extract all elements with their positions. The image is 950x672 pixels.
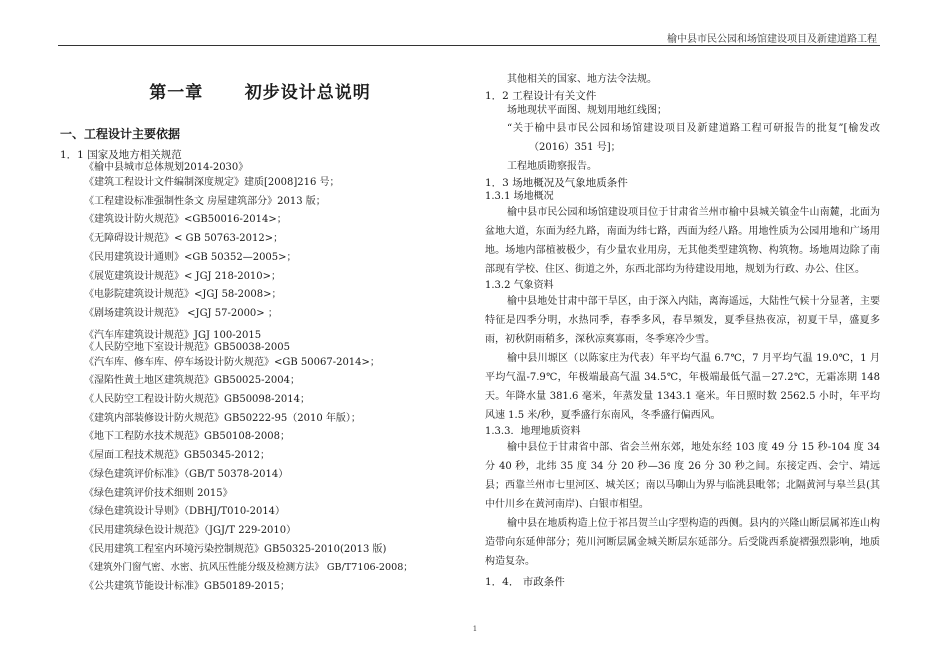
subsubsection-title: 1.3.2 气象资料: [485, 280, 554, 291]
subsubsection-title: 1.3.3．地理地质资料: [485, 426, 581, 437]
paragraph: 榆中县市民公园和场馆建设项目位于甘肃省兰州市榆中县城关镇金牛山南麓，北面为盆地大道，东面为经九路，南面为纬七路，西面为经八路。用地性质为公园用地和广场用地。场地内部植被极少，有少量农业用房，无其他类型建筑物、构筑物。场地周边除了南部现有学校、住区、街道之外，东西北部均为待建设用地，规划为行政、办公、住区。: [485, 207, 880, 275]
paragraph: 榆中县在地质构造上位于祁吕贺兰山字型构造的西侧。县内的兴隆山断层属祁连山构造带向东延伸部分；苑川河断层属金城关断层东延部分。后受陇西系旋褶强烈影响，地质构造复杂。: [485, 518, 880, 567]
subsection-title: 1．2 工程设计有关文件: [485, 90, 597, 102]
paragraph: 榆中县位于甘肃省中部、省会兰州东郊，地处东经 103 度 49 分 15 秒-104 度 34 分 40 秒，北纬 35 度 34 分 20 秒—36 度 26 分 30 秒之间。东接定西、会宁、靖远县；西靠兰州市七里河区、城关区；南以马啣山为界与临洮县毗邻；北隔黄河与皋兰县(其中什川乡在黄河南岸)、白银市相望。: [485, 442, 880, 510]
reference-item: 《湿陷性黄土地区建筑规范》GB50025-2004；: [84, 375, 300, 387]
paragraph: 榆中县地处甘肃中部干旱区，由于深入内陆，离海遥远，大陆性气候十分显著，主要特征是四季分明，水热同季，春季多风，春旱频发，夏季昼热夜凉，初夏干旱，盛夏多雨，初秋阴雨稍多，深秋凉爽寡雨，冬季寒冷少雪。: [485, 296, 880, 345]
reference-item: 《建筑设计防火规范》<GB50016-2014>；: [84, 214, 287, 226]
reference-item: 《建筑外门窗气密、水密、抗风压性能分级及检测方法》 GB/T7106-2008；: [84, 562, 413, 574]
reference-item: 《绿色建筑评价技术细则 2015》: [84, 487, 233, 499]
chapter-number: 第一章: [149, 83, 204, 103]
paragraph: “关于榆中县市民公园和场馆建设项目及新建道路工程可研报告的批复”[榆发改（2016）351 号]；: [507, 123, 880, 153]
reference-item: 《榆中县城市总体规划2014-2030》: [84, 162, 249, 173]
paragraph: 工程地质勘察报告。: [507, 161, 597, 172]
reference-item: 《电影院建筑设计规范》<JGJ 58-2008>；: [84, 289, 282, 301]
paragraph: 其他相关的国家、地方法令法规。: [507, 74, 657, 85]
reference-item: 《民用建筑绿色设计规范》（JGJ/T 229-2010）: [84, 524, 297, 536]
reference-item: 《公共建筑节能设计标准》GB50189-2015；: [84, 581, 290, 593]
reference-item: 《工程建设标准强制性条文 房屋建筑部分》2013 版；: [84, 195, 326, 207]
subsection-title: 1．4． 市政条件: [485, 576, 565, 588]
section-title: 一、工程设计主要依据: [60, 127, 181, 141]
chapter-name: 初步设计总说明: [244, 83, 371, 103]
subsection-title: 1．1 国家及地方相关规范: [60, 149, 182, 161]
right-column: [485, 70, 880, 589]
reference-item: 《汽车库、修车库、停车场设计防火规范》<GB 50067-2014>；: [84, 356, 380, 368]
reference-item: 《绿色建筑评价标准》（GB/T 50378-2014）: [84, 468, 289, 480]
reference-item: 《人民防空地下室设计规范》GB50038-2005: [84, 341, 290, 353]
reference-item: 《地下工程防水技术规范》GB50108-2008；: [84, 431, 290, 443]
reference-item: 《汽车库建筑设计规范》JGJ 100-2015: [84, 329, 262, 341]
reference-item: 《建筑工程设计文件编制深度规定》建质[2008]216 号；: [84, 177, 340, 188]
reference-item: 《无障碍设计规范》< GB 50763-2012>；: [84, 233, 284, 245]
reference-item: 《展览建筑设计规范》< JGJ 218-2010>；: [84, 270, 282, 282]
reference-item: 《建筑内部装修设计防火规范》GB50222-95（2010 年版）；: [84, 412, 361, 424]
reference-item: 《民用建筑设计通则》<GB 50352—2005>；: [84, 251, 297, 263]
running-header: 榆中县市民公园和场馆建设项目及新建道路工程: [667, 34, 877, 45]
left-column: [60, 66, 460, 597]
chapter-title: [60, 78, 460, 103]
subsubsection-title: 1.3.1 场地概况: [485, 191, 554, 202]
paragraph: 场地现状平面图、规划用地红线图；: [507, 105, 667, 116]
page-number: 1: [472, 625, 478, 633]
paragraph: 榆中县川塬区（以陈家庄为代表）年平均气温 6.7℃，7 月平均气温 19.0℃，1 月平均气温-7.9℃，年极端最高气温 34.5℃，年极端最低气温－27.2℃，无霜冻期 148 天。年降水量 381.6 毫米，年蒸发量 1343.1 毫米。年日照时数 2562.5 小时，年平均风速 1.5 米/秒，夏季盛行东南风，冬季盛行偏西风。: [485, 353, 880, 421]
reference-item: 《绿色建筑设计导则》（DBHJ/T010-2014）: [84, 506, 286, 518]
header-rule: [58, 45, 880, 46]
subsection-title: 1．3 场地概况及气象地质条件: [485, 177, 628, 189]
reference-item: 《人民防空工程设计防火规范》GB50098-2014；: [84, 394, 310, 406]
reference-item: 《民用建筑工程室内环境污染控制规范》GB50325-2010(2013 版): [84, 543, 387, 555]
reference-item: 《屋面工程技术规范》GB50345-2012；: [84, 450, 270, 462]
reference-item: 《剧场建筑设计规范》 <JGJ 57-2000> ；: [84, 307, 278, 319]
